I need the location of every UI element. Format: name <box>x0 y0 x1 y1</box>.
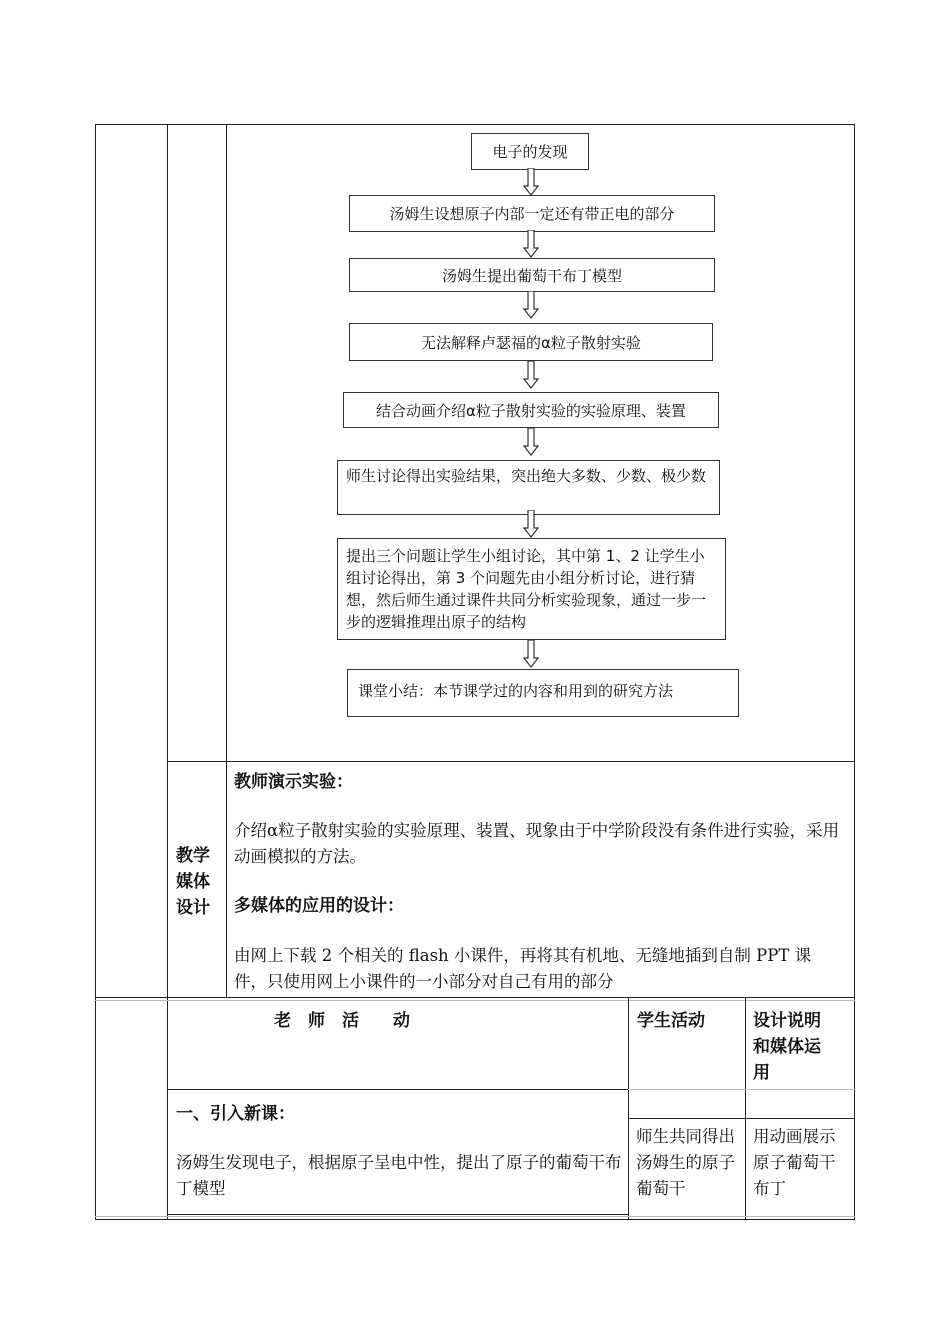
teacher-activity-text: 汤姆生发现电子，根据原子呈电中性，提出了原子的葡萄干布丁模型 <box>176 1153 622 1198</box>
row-divider-activity <box>95 997 855 998</box>
down-arrow-icon <box>523 230 539 258</box>
demo-text: 介绍α粒子散射实验的实验原理、装置、现象由于中学阶段没有条件进行实验，采用动画模拟的方法。 <box>234 821 840 866</box>
table-bottom-border <box>95 1219 855 1220</box>
header-student-activity: 学生活动 <box>637 1011 705 1031</box>
flow-step-5: 结合动画介绍α粒子散射实验的实验原理、装置 <box>343 392 719 428</box>
student-activity-text: 师生共同得出汤姆生的原子葡萄干 <box>636 1127 735 1198</box>
flow-step-8: 课堂小结：本节课学过的内容和用到的研究方法 <box>347 669 739 717</box>
row-divider-activity-2 <box>95 1000 855 1001</box>
section-title-intro: 一、引入新课： <box>176 1104 295 1124</box>
table-bottom-light <box>95 1216 855 1217</box>
col-divider-2 <box>226 124 227 998</box>
table-left-border <box>95 124 96 1220</box>
down-arrow-icon <box>523 291 539 319</box>
down-arrow-icon <box>523 168 539 196</box>
header-design-notes: 设计说明和媒体运用 <box>753 1011 821 1083</box>
flow-step-7: 提出三个问题让学生小组讨论，其中第 1、2 让学生小组讨论得出，第 3 个问题先由小组分析讨论，进行猜想，然后师生通过课件共同分析实验现象，通过一步一步的逻辑推理出原子的结构 <box>337 538 726 640</box>
multimedia-heading: 多媒体的应用的设计： <box>234 896 404 916</box>
table-top-border <box>95 124 855 125</box>
demo-heading: 教师演示实验： <box>234 772 353 792</box>
col-divider-1 <box>167 124 168 1220</box>
header-row-divider-b <box>628 1089 855 1090</box>
multimedia-text: 由网上下载 2 个相关的 flash 小课件，再将其有机地、无缝地插到自制 PPT 课件，只使用网上小课件的一小部分对自己有用的部分 <box>234 946 812 991</box>
down-arrow-icon <box>523 640 539 668</box>
header-teacher-activity: 老 师 活 动 <box>274 1011 410 1031</box>
down-arrow-icon <box>523 361 539 389</box>
row-bottom-teacher <box>167 1214 629 1215</box>
row-divider-media <box>167 761 855 762</box>
design-notes-text: 用动画展示原子葡萄干布丁 <box>753 1127 836 1198</box>
down-arrow-icon <box>523 428 539 456</box>
flow-step-4: 无法解释卢瑟福的α粒子散射实验 <box>349 323 713 361</box>
media-design-row-label: 教学媒体设计 <box>176 846 210 918</box>
col-divider-student <box>628 998 629 1220</box>
header-row-divider-a <box>167 1089 629 1090</box>
down-arrow-icon <box>523 510 539 538</box>
header-row-divider-c <box>628 1118 855 1119</box>
flow-step-2: 汤姆生设想原子内部一定还有带正电的部分 <box>349 195 715 232</box>
flow-step-3: 汤姆生提出葡萄干布丁模型 <box>349 258 715 292</box>
table-right-border <box>854 124 855 1220</box>
flow-step-6: 师生讨论得出实验结果，突出绝大多数、少数、极少数 <box>337 460 720 515</box>
flow-step-1: 电子的发现 <box>471 133 589 170</box>
col-divider-design <box>745 998 746 1220</box>
